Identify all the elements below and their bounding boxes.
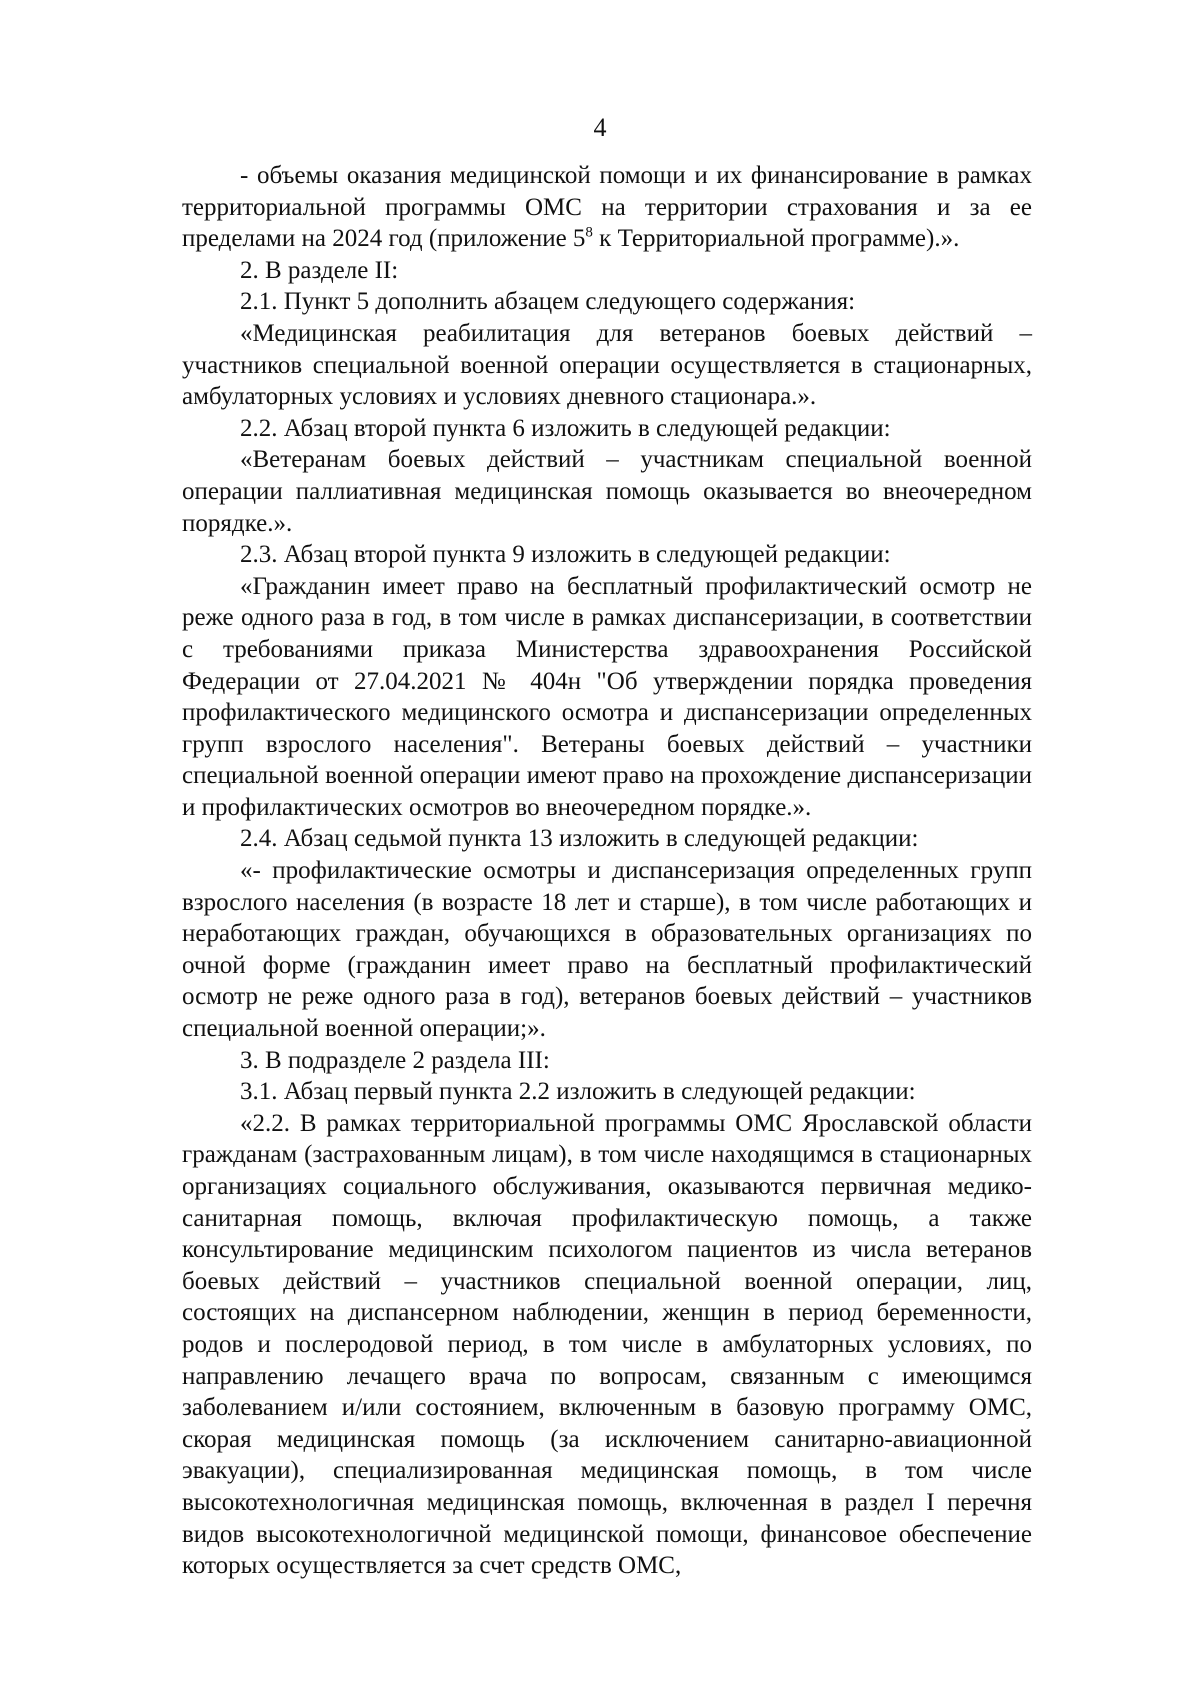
lead-text-end: к Территориальной программе).».	[592, 225, 960, 253]
paragraph-section-3: 3. В подразделе 2 раздела III:	[240, 1046, 550, 1074]
document-body	[182, 160, 1032, 1582]
paragraph-2-2: 2.2. Абзац второй пункта 6 изложить в следующей редакции:	[240, 414, 891, 442]
paragraph-rehabilitation-quote: «Медицинская реабилитация для ветеранов боевых действий – участников специальной военной операции осуществляется в стационарных, амбулаторных условиях и условиях дневного стационара.».	[182, 319, 1032, 411]
paragraph-dispensary-quote: «- профилактические осмотры и диспансеризация определенных групп взрослого населения (в возрасте 18 лет и старше), в том числе работающих и неработающих граждан, обучающихся в образовательных организациях по очной форме (гражданин имеет право на бесплатный профилактический осмотр не реже одного раза в год), ветеранов боевых действий – участников специальной военной операции;».	[182, 857, 1032, 1043]
paragraph-3-1: 3.1. Абзац первый пункта 2.2 изложить в следующей редакции:	[240, 1078, 916, 1106]
paragraph-lead	[182, 160, 1032, 255]
lead-text: - объемы оказания медицинской помощи и их финансирование в рамках территориальной программы ОМС на территории страхования и за ее пределами на 2024 год (приложение 5	[182, 162, 1032, 253]
paragraph-2-2-quote: «2.2. В рамках территориальной программы ОМС Ярославской области гражданам (застрахованным лицам), в том числе находящимся в стационарных организациях социального обслуживания, оказываются первичная медико-санитарная помощь, включая профилактическую помощь, а также консультирование медицинским психологом пациентов из числа ветеранов боевых действий – участников специальной военной операции, лиц, состоящих на диспансерном наблюдении, женщин в период беременности, родов и послеродовой период, в том числе в амбулаторных условиях, по направлению лечащего врача по вопросам, связанным с имеющимся заболеванием и/или состоянием, включенным в базовую программу ОМС, скорая медицинская помощь (за исключением санитарно-авиационной эвакуации), специализированная медицинская помощь, в том числе высокотехнологичная медицинская помощь, включенная в раздел I перечня видов высокотехнологичной медицинской помощи, финансовое обеспечение которых осуществляется за счет средств ОМС,	[182, 1109, 1032, 1580]
paragraph-palliative-quote: «Ветеранам боевых действий – участникам специальной военной операции паллиативная медицинская помощь оказывается во внеочередном порядке.».	[182, 446, 1032, 537]
paragraph-checkup-quote: «Гражданин имеет право на бесплатный профилактический осмотр не реже одного раза в год, в том числе в рамках диспансеризации, в соответствии с требованиями приказа Министерства здравоохранения Российской Федерации от 27.04.2021 № 404н "Об утверждении порядка проведения профилактического медицинского осмотра и диспансеризации определенных групп взрослого населения". Ветераны боевых действий – участники специальной военной операции имеют право на прохождение диспансеризации и профилактических осмотров во внеочередном порядке.».	[182, 572, 1032, 821]
paragraph-2-4: 2.4. Абзац седьмой пункта 13 изложить в следующей редакции:	[240, 825, 919, 853]
paragraph-section-2: 2. В разделе II:	[240, 256, 399, 284]
superscript-8: 8	[585, 224, 593, 241]
page-number: 4	[593, 113, 607, 142]
paragraph-2-3: 2.3. Абзац второй пункта 9 изложить в следующей редакции:	[240, 541, 891, 569]
paragraph-2-1: 2.1. Пункт 5 дополнить абзацем следующего содержания:	[240, 288, 856, 316]
